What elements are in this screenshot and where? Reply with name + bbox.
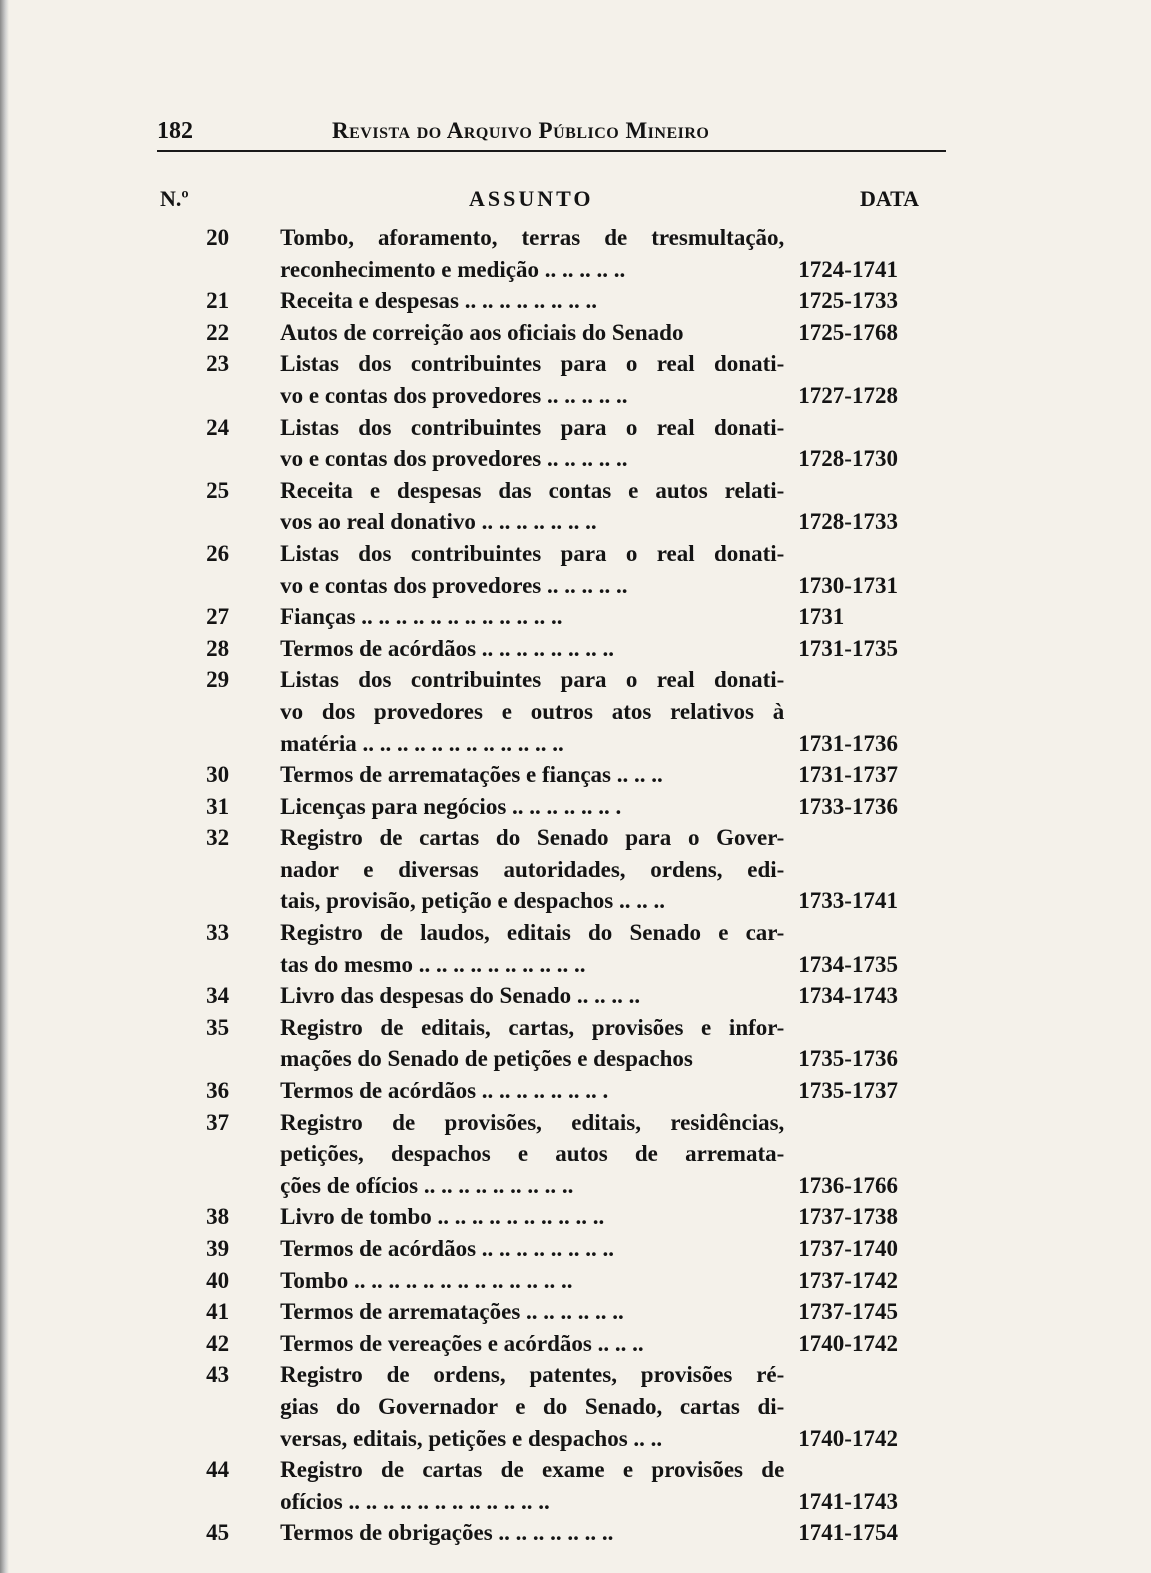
entry-subject-line: Registro de ordens, patentes, provisões ré-	[280, 1362, 785, 1388]
entry-date-text: 1734-1743	[798, 983, 898, 1009]
entry-date-text: 1740-1742	[798, 1330, 898, 1356]
table-row	[157, 222, 946, 285]
entry-subject	[280, 285, 784, 317]
entry-date-text: 1724-1741	[798, 256, 898, 282]
entry-date	[784, 538, 946, 601]
entry-date-text: 1727-1728	[798, 382, 898, 408]
entry-number: 21	[206, 288, 230, 314]
entry-number: 34	[206, 983, 230, 1009]
table-row	[157, 633, 946, 665]
entry-number: 33	[206, 920, 230, 946]
entry-date	[784, 1296, 946, 1328]
entry-subject-line: tais, provisão, petição e despachos .. .. ..	[280, 888, 665, 914]
entry-subject	[280, 317, 784, 349]
entry-date	[784, 412, 946, 475]
entry-subject	[280, 980, 784, 1012]
table-row	[157, 1012, 946, 1075]
entry-date	[784, 601, 946, 633]
column-header-subject: ASSUNTO	[469, 186, 594, 211]
entry-subject-line: petições, despachos e autos de arremata-	[280, 1141, 785, 1167]
entry-date-text: 1735-1736	[798, 1046, 898, 1072]
entry-subject	[280, 917, 784, 980]
entry-date	[784, 1454, 946, 1517]
entry-date	[784, 759, 946, 791]
table-row	[157, 475, 946, 538]
entry-number: 25	[206, 477, 230, 503]
page-edge-shadow	[0, 0, 9, 1573]
entry-number: 32	[206, 825, 230, 851]
table-row	[157, 791, 946, 823]
entry-number: 45	[206, 1520, 230, 1546]
journal-title: Revista do Arquivo Público Mineiro	[332, 118, 710, 143]
entry-subject-line: Tombo, aforamento, terras de tresmultação,	[280, 225, 785, 250]
entry-number: 44	[206, 1457, 230, 1483]
entry-date	[784, 980, 946, 1012]
entry-subject-line: mações do Senado de petições e despachos	[280, 1046, 693, 1072]
entry-subject-line: Receita e despesas das contas e autos relati-	[280, 477, 785, 503]
column-headers	[157, 178, 946, 222]
entry-subject-line: Listas dos contribuintes para o real donati-	[280, 540, 785, 566]
entry-number: 31	[206, 793, 230, 819]
entry-date-text: 1731	[798, 604, 845, 630]
entry-number: 24	[206, 414, 230, 440]
document-page	[157, 118, 946, 1549]
entry-subject-line: Livro das despesas do Senado .. .. .. ..	[280, 983, 641, 1009]
entry-subject	[280, 633, 784, 665]
entry-date	[784, 1233, 946, 1265]
column-header-date: DATA	[860, 186, 920, 211]
entry-subject-line: vos ao real donativo .. .. .. .. .. .. ..	[280, 509, 597, 535]
entry-date	[784, 822, 946, 917]
entry-subject-line: Termos de arrematações .. .. .. .. .. ..	[280, 1299, 624, 1325]
table-row	[157, 538, 946, 601]
entry-date	[784, 633, 946, 665]
entry-number: 37	[206, 1109, 230, 1135]
entry-date-text: 1725-1768	[798, 319, 898, 345]
page-number: 182	[157, 118, 193, 144]
entry-subject	[280, 1454, 784, 1517]
entry-date	[784, 222, 946, 285]
entry-subject-line: nador e diversas autoridades, ordens, edi-	[280, 856, 785, 882]
entry-subject-line: Termos de acórdãos .. .. .. .. .. .. .. .	[280, 1078, 609, 1104]
entry-subject-line: Livro de tombo .. .. .. .. .. .. .. .. .. ..	[280, 1204, 605, 1230]
entry-subject-line: reconhecimento e medição .. .. .. .. ..	[280, 256, 626, 282]
entry-date-text: 1737-1740	[798, 1236, 898, 1261]
entry-subject	[280, 601, 784, 633]
entry-subject-line: Registro de provisões, editais, residências,	[280, 1109, 785, 1135]
entry-subject	[280, 412, 784, 475]
entry-subject	[280, 1075, 784, 1107]
entry-date	[784, 348, 946, 411]
running-head	[157, 118, 946, 152]
entry-subject-line: versas, editais, petições e despachos .. ..	[280, 1425, 663, 1451]
entry-subject-line: Fianças .. .. .. .. .. .. .. .. .. .. .. ..	[280, 604, 563, 630]
entry-number: 23	[206, 351, 230, 377]
table-row	[157, 601, 946, 633]
entry-subject	[280, 348, 784, 411]
entry-subject-line: Listas dos contribuintes para o real donati-	[280, 414, 785, 440]
entry-subject	[280, 475, 784, 538]
entry-subject-line: Registro de cartas do Senado para o Gover-	[280, 825, 785, 851]
entry-date-text: 1737-1738	[798, 1204, 898, 1230]
entry-date	[784, 317, 946, 349]
entry-date-text: 1740-1742	[798, 1425, 898, 1451]
entry-subject	[280, 222, 784, 285]
entry-subject-line: Autos de correição aos oficiais do Senado	[280, 319, 684, 345]
table-row	[157, 822, 946, 917]
entry-date-text: 1737-1742	[798, 1267, 898, 1293]
table-row	[157, 1296, 946, 1328]
entry-subject	[280, 1328, 784, 1360]
entry-subject-line: Tombo .. .. .. .. .. .. .. .. .. .. .. .. ..	[280, 1267, 573, 1293]
entry-subject	[280, 1233, 784, 1265]
entry-subject-line: Listas dos contribuintes para o real donati-	[280, 351, 785, 377]
entry-subject	[280, 1201, 784, 1233]
entry-date	[784, 791, 946, 823]
entry-subject-line: Registro de laudos, editais do Senado e car-	[280, 920, 785, 946]
entry-number: 20	[206, 225, 230, 250]
entry-subject-line: Termos de obrigações .. .. .. .. .. .. ..	[280, 1520, 614, 1546]
entry-subject-line: tas do mesmo .. .. .. .. .. .. .. .. .. ..	[280, 951, 586, 977]
entry-date-text: 1731-1737	[798, 762, 898, 788]
table-row	[157, 1075, 946, 1107]
entry-date-text: 1731-1736	[798, 730, 898, 756]
entry-subject-line: matéria .. .. .. .. .. .. .. .. .. .. .. ..	[280, 730, 564, 756]
entry-date-text: 1733-1736	[798, 793, 898, 819]
entry-subject-line: vo dos provedores e outros atos relativos à	[280, 698, 785, 724]
entry-date	[784, 1517, 946, 1549]
entry-date-text: 1734-1735	[798, 951, 898, 977]
entry-date-text: 1741-1754	[798, 1520, 898, 1546]
entry-number: 41	[206, 1299, 230, 1325]
entry-date-text: 1730-1731	[798, 572, 898, 598]
entry-date-text: 1741-1743	[798, 1488, 898, 1514]
entry-number: 38	[206, 1204, 230, 1230]
entry-date-text: 1728-1730	[798, 446, 898, 472]
table-row	[157, 1517, 946, 1549]
entry-subject	[280, 1012, 784, 1075]
entry-date	[784, 285, 946, 317]
entry-number: 30	[206, 762, 230, 788]
table-row	[157, 917, 946, 980]
entry-number: 29	[206, 667, 230, 693]
column-header-number: N.º	[160, 186, 189, 211]
entry-date	[784, 1328, 946, 1360]
entry-date	[784, 1265, 946, 1297]
table-row	[157, 317, 946, 349]
entry-date-text: 1737-1745	[798, 1299, 898, 1325]
entry-date	[784, 475, 946, 538]
entry-subject	[280, 1359, 784, 1454]
entry-subject-line: Licenças para negócios .. .. .. .. .. .. .	[280, 793, 622, 819]
entry-subject	[280, 1517, 784, 1549]
entry-number: 40	[206, 1267, 230, 1293]
entry-subject	[280, 664, 784, 759]
entry-number: 35	[206, 1014, 230, 1040]
entry-subject-line: Listas dos contribuintes para o real donati-	[280, 667, 785, 693]
entry-number: 43	[206, 1362, 230, 1388]
table-row	[157, 348, 946, 411]
entry-subject-line: vo e contas dos provedores .. .. .. .. ..	[280, 382, 628, 408]
entry-date-text: 1731-1735	[798, 635, 898, 661]
entry-number: 36	[206, 1078, 230, 1104]
table-row	[157, 1107, 946, 1202]
entry-subject-line: Registro de cartas de exame e provisões de	[280, 1457, 785, 1483]
entry-subject-line: ções de ofícios .. .. .. .. .. .. .. .. ..	[280, 1172, 574, 1198]
entry-date-text: 1725-1733	[798, 288, 898, 314]
table-row	[157, 980, 946, 1012]
entry-subject	[280, 1296, 784, 1328]
entry-subject	[280, 822, 784, 917]
table-row	[157, 1265, 946, 1297]
entry-date-text: 1733-1741	[798, 888, 898, 914]
table-row	[157, 1359, 946, 1454]
entry-subject	[280, 1107, 784, 1202]
entry-date-text: 1728-1733	[798, 509, 898, 535]
entry-date	[784, 1107, 946, 1202]
table-row	[157, 285, 946, 317]
entry-subject	[280, 1265, 784, 1297]
entry-number: 42	[206, 1330, 230, 1356]
entry-subject-line: Termos de arrematações e fianças .. .. ..	[280, 762, 663, 788]
entry-number: 26	[206, 540, 230, 566]
entry-subject	[280, 791, 784, 823]
entry-date	[784, 1201, 946, 1233]
entry-date-text: 1736-1766	[798, 1172, 898, 1198]
entry-subject-line: Termos de vereações e acórdãos .. .. ..	[280, 1330, 644, 1356]
entry-date-text: 1735-1737	[798, 1078, 898, 1104]
entry-date	[784, 917, 946, 980]
entry-subject-line: Termos de acórdãos .. .. .. .. .. .. .. ..	[280, 635, 615, 661]
table-row	[157, 412, 946, 475]
entry-date	[784, 1075, 946, 1107]
entry-date	[784, 1359, 946, 1454]
entry-subject-line: vo e contas dos provedores .. .. .. .. ..	[280, 572, 628, 598]
table-row	[157, 1201, 946, 1233]
entry-subject	[280, 759, 784, 791]
entry-subject-line: gias do Governador e do Senado, cartas di-	[280, 1393, 785, 1419]
entry-subject-line: vo e contas dos provedores .. .. .. .. ..	[280, 446, 628, 472]
entry-subject-line: ofícios .. .. .. .. .. .. .. .. .. .. .. ..	[280, 1488, 550, 1514]
table-row	[157, 759, 946, 791]
entry-subject-line: Termos de acórdãos .. .. .. .. .. .. .. ..	[280, 1236, 615, 1261]
entries-list	[157, 222, 946, 1549]
table-row	[157, 664, 946, 759]
table-row	[157, 1328, 946, 1360]
entry-number: 39	[206, 1236, 230, 1261]
entry-subject-line: Registro de editais, cartas, provisões e infor-	[280, 1014, 785, 1040]
entry-subject-line: Receita e despesas .. .. .. .. .. .. .. ..	[280, 288, 597, 314]
entry-number: 27	[206, 604, 230, 630]
table-row	[157, 1233, 946, 1265]
entry-number: 22	[206, 319, 230, 345]
entry-date	[784, 1012, 946, 1075]
entry-number: 28	[206, 635, 230, 661]
entry-date	[784, 664, 946, 759]
entry-subject	[280, 538, 784, 601]
table-row	[157, 1454, 946, 1517]
